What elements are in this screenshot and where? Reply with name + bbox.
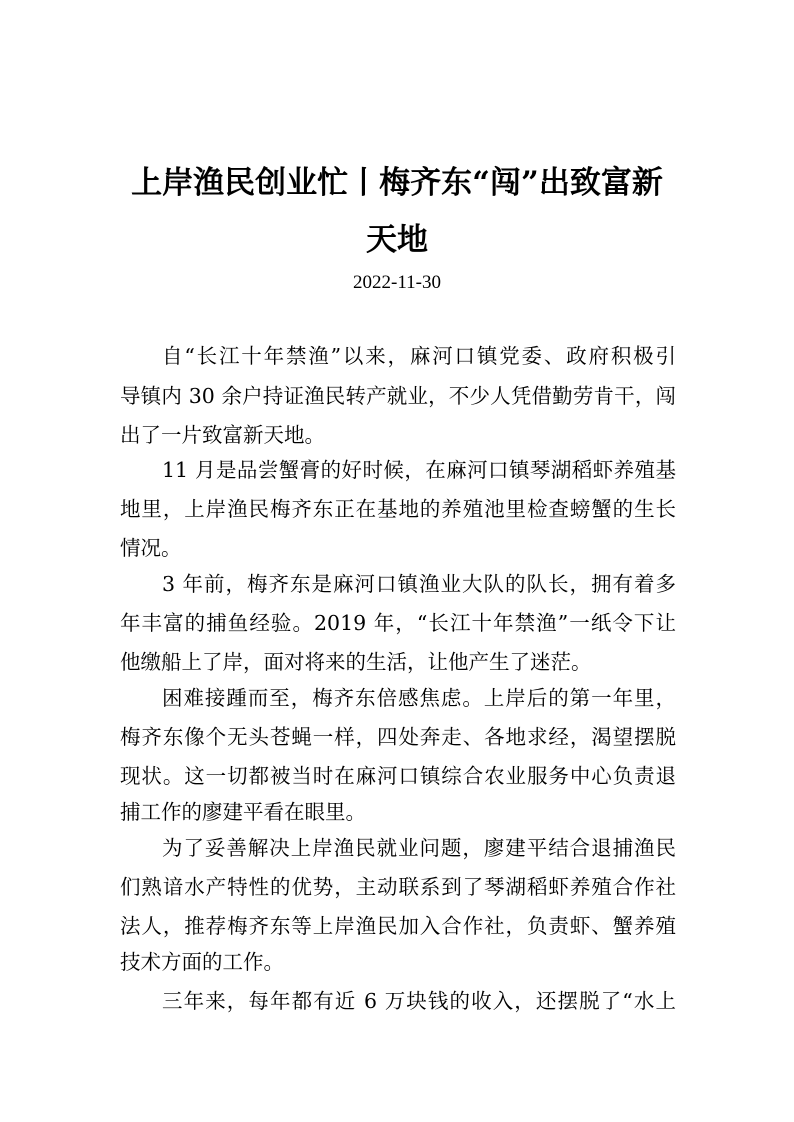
article-title-line-1: 上岸渔民创业忙丨梅齐东“闯”出致富新: [131, 165, 663, 201]
paragraph-1-line-1: 自“长江十年禁渔”以来，麻河口镇党委、政府积极引: [162, 344, 676, 368]
paragraph-5-line-2: 们熟谙水产特性的优势，主动联系到了琴湖稻虾养殖合作社: [120, 875, 676, 899]
paragraph-1-line-3: 出了一片致富新天地。: [120, 423, 325, 447]
paragraph-2-line-1: 11 月是品尝蟹膏的好时候，在麻河口镇琴湖稻虾养殖基: [162, 458, 676, 482]
publish-date: 2022-11-30: [353, 272, 441, 293]
paragraph-4-line-1: 困难接踵而至，梅齐东倍感焦虑。上岸后的第一年里，: [162, 686, 676, 710]
paragraph-4-line-4: 捕工作的廖建平看在眼里。: [120, 800, 366, 824]
paragraph-3-line-1: 3 年前，梅齐东是麻河口镇渔业大队的队长，拥有着多: [162, 572, 676, 596]
paragraph-3-line-3: 他缴船上了岸，面对将来的生活，让他产生了迷茫。: [120, 650, 592, 674]
paragraph-6-line-1: 三年来，每年都有近 6 万块钱的收入，还摆脱了“水上: [162, 989, 676, 1013]
paragraph-4-line-2: 梅齐东像个无头苍蝇一样，四处奔走、各地求经，渴望摆脱: [120, 725, 676, 749]
paragraph-2-line-2: 地里，上岸渔民梅齐东正在基地的养殖池里检查螃蟹的生长: [120, 497, 676, 521]
article-title-line-2: 天地: [366, 222, 428, 258]
paragraph-4-line-3: 现状。这一切都被当时在麻河口镇综合农业服务中心负责退: [120, 764, 676, 788]
paragraph-5-line-1: 为了妥善解决上岸渔民就业问题，廖建平结合退捕渔民: [162, 836, 676, 860]
paragraph-3-line-2: 年丰富的捕鱼经验。2019 年，“长江十年禁渔”一纸令下让: [120, 611, 676, 635]
paragraph-2-line-3: 情况。: [120, 536, 182, 560]
paragraph-1-line-2: 导镇内 30 余户持证渔民转产就业，不少人凭借勤劳肯干，闯: [120, 384, 676, 408]
paragraph-5-line-4: 技术方面的工作。: [120, 950, 284, 974]
paragraph-5-line-3: 法人，推荐梅齐东等上岸渔民加入合作社，负责虾、蟹养殖: [120, 914, 676, 938]
